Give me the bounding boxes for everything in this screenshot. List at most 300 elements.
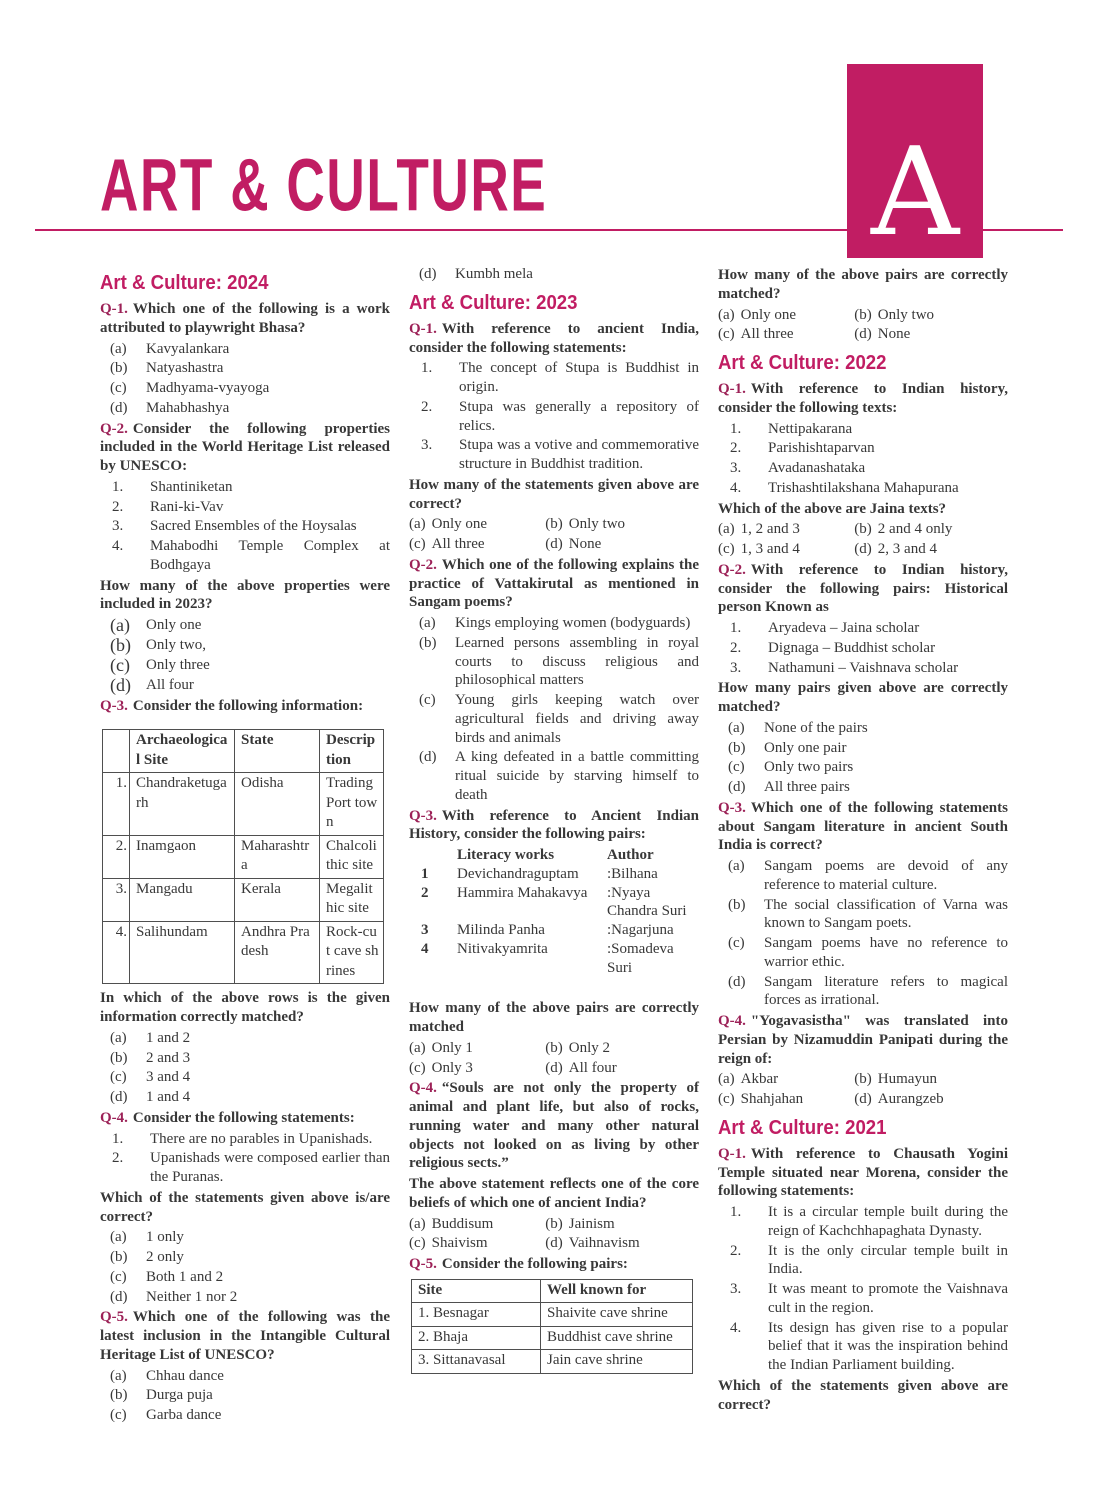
option-row-2col: [718, 520, 1008, 539]
statement-stem: Which of the statements given above are correct?: [718, 1377, 1008, 1413]
pair-right: :Somadeva Suri: [607, 940, 674, 976]
question-label: Q-1.: [718, 1145, 746, 1162]
option-letter: (c): [110, 1069, 127, 1086]
option-letter: (a): [110, 1029, 127, 1046]
pair-row: [421, 940, 699, 978]
option-row: [100, 676, 390, 695]
option-text: All four: [146, 676, 194, 693]
option-cell: [409, 1039, 545, 1058]
option-cell: [854, 1070, 1008, 1089]
table-row: [103, 835, 384, 878]
option-cell: [718, 540, 854, 559]
data-table: [102, 729, 384, 984]
item-text: It was meant to promote the Vaishnava cult in the region.: [768, 1281, 1008, 1316]
option-row: [100, 1228, 390, 1247]
item-number: 2.: [730, 639, 742, 656]
option-letter: (d): [545, 1235, 563, 1252]
option-text: Mahabhashya: [146, 399, 230, 416]
option-letter: (d): [728, 973, 746, 990]
table-cell: Odisha: [235, 773, 320, 836]
item-number: 3.: [730, 1281, 742, 1297]
option-text: 1, 3 and 4: [740, 541, 800, 557]
option-cell: [545, 535, 699, 554]
option-text: Only 2: [568, 1039, 611, 1056]
option-row: [100, 636, 390, 655]
option-letter: (d): [110, 1288, 128, 1305]
question-text: Which one of the following is a work attributed to playwright Bhasa?: [100, 301, 390, 336]
statement-stem: How many of the statements given above are correct?: [409, 476, 699, 512]
option-cell: [409, 515, 545, 534]
numbered-item: [100, 1149, 390, 1187]
table-cell: Chalcolithic site: [320, 835, 384, 878]
year-heading: Art & Culture: 2024: [100, 272, 269, 294]
option-text: Buddisum: [431, 1215, 494, 1232]
column: [100, 264, 390, 1426]
option-row-2col: [718, 306, 1008, 325]
option-text: All three pairs: [764, 779, 850, 795]
option-text: Jainism: [568, 1215, 615, 1232]
option-cell: [854, 520, 1008, 539]
option-text: Only one pair: [764, 739, 847, 756]
item-text: Sacred Ensembles of the Hoysalas: [150, 518, 357, 535]
option-cell: [545, 1059, 699, 1078]
item-text: Trishashtilakshana Mahapurana: [768, 479, 959, 496]
numbered-item: [718, 420, 1008, 439]
option-text: Young girls keeping watch over agricultural fields and driving away birds and animals: [455, 692, 699, 746]
option-letter: (a): [110, 1367, 127, 1384]
table-cell: Trading Port town: [320, 773, 384, 836]
question-label: Q-2.: [100, 420, 128, 437]
option-text: Durga puja: [146, 1387, 213, 1404]
question-label: Q-3.: [409, 807, 437, 824]
option-cell: [854, 325, 1008, 344]
table-header-row: [412, 1279, 693, 1303]
option-text: Neither 1 nor 2: [146, 1288, 238, 1305]
option-row: [718, 758, 1008, 777]
table-cell: 1.: [103, 773, 130, 836]
table-cell: 4.: [103, 921, 130, 984]
column: [718, 264, 1008, 1426]
item-text: Aryadeva – Jaina scholar: [768, 620, 920, 636]
option-letter: (c): [728, 935, 745, 951]
page-title: ART & CULTURE: [100, 143, 548, 227]
option-row-2col: [409, 1059, 699, 1078]
question: [718, 1145, 1008, 1201]
item-text: Rani-ki-Vav: [150, 498, 224, 515]
question-label: Q-1.: [718, 381, 746, 397]
table-row: [412, 1326, 693, 1350]
option-text: 2, 3 and 4: [877, 541, 937, 557]
option-letter: (c): [110, 1268, 127, 1285]
statement-stem: How many pairs given above are correctly matched?: [718, 680, 1008, 715]
option-letter: (d): [854, 1091, 872, 1107]
numbered-item: [718, 1242, 1008, 1280]
option-row-2col: [718, 325, 1008, 344]
option-cell: [545, 1039, 699, 1058]
option-letter: (c): [110, 654, 130, 675]
option-cell: [718, 325, 854, 344]
option-letter: (d): [545, 536, 563, 552]
pair-row: [421, 921, 699, 940]
option-text: Shaivism: [431, 1235, 488, 1252]
option-row: [100, 1386, 390, 1405]
numbered-item: [718, 659, 1008, 678]
numbered-item: [718, 1203, 1008, 1241]
year-heading: Art & Culture: 2022: [718, 352, 887, 374]
item-number: 1.: [112, 478, 124, 495]
column: [409, 264, 699, 1426]
option-cell: [409, 1215, 545, 1234]
table-header-row: [103, 730, 384, 773]
item-number: 1.: [730, 420, 742, 437]
question-label: Q-1.: [409, 320, 437, 337]
option-row: [718, 973, 1008, 1011]
option-row: [100, 1068, 390, 1087]
question: [100, 1109, 390, 1128]
table-cell: 2. Bhaja: [412, 1326, 541, 1350]
question: [409, 807, 699, 845]
option-row: [100, 379, 390, 398]
table-cell: Buddhist cave shrine: [541, 1326, 693, 1350]
pair-row: [421, 884, 699, 922]
question-label: Q-3.: [718, 799, 746, 816]
option-letter: (a): [718, 306, 735, 323]
table-cell: Mangadu: [130, 878, 235, 921]
numbered-item: [718, 639, 1008, 658]
option-letter: (d): [854, 541, 872, 557]
option-row: [100, 1049, 390, 1068]
numbered-item: [409, 436, 699, 474]
option-text: 2 and 4 only: [877, 521, 953, 538]
option-text: 1 only: [146, 1229, 184, 1246]
item-text: Parishishtaparvan: [768, 440, 875, 457]
option-letter: (a): [110, 1229, 127, 1246]
option-row: [100, 1367, 390, 1386]
table-cell: Maharashtra: [235, 835, 320, 878]
option-letter: (d): [419, 749, 437, 766]
spacer: [409, 979, 699, 997]
option-letter: (b): [728, 896, 746, 913]
option-text: Akbar: [740, 1071, 779, 1088]
statement-stem: How many of the above pairs are correctly matched: [409, 1000, 699, 1035]
item-number: 2.: [730, 440, 742, 457]
option-text: Humayun: [877, 1071, 937, 1088]
pairs-header: [421, 846, 699, 865]
option-row: [100, 1288, 390, 1307]
option-text: Only 3: [431, 1059, 473, 1076]
table-cell: Chandraketugarh: [130, 773, 235, 836]
question-label: Q-1.: [100, 301, 128, 317]
option-text: All three: [431, 536, 485, 552]
option-text: 3 and 4: [146, 1069, 191, 1086]
numbered-item: [718, 619, 1008, 638]
pairs-list: [409, 846, 699, 977]
option-row: [718, 934, 1008, 972]
table-cell: Kerala: [235, 878, 320, 921]
option-letter: (d): [728, 779, 746, 795]
item-number: 3.: [730, 460, 742, 476]
option-row: [718, 778, 1008, 797]
question: [100, 697, 390, 716]
option-letter: (c): [718, 326, 735, 343]
option-text: Only three: [146, 656, 210, 673]
pair-right: :Bilhana: [607, 865, 658, 882]
option-text: Learned persons assembling in royal courts to discuss religious and philosophical matters: [455, 634, 699, 689]
question-label: Q-5.: [100, 1309, 128, 1326]
question: [718, 1012, 1008, 1068]
table-cell: 3. Sittanavasal: [412, 1350, 541, 1374]
option-letter: (b): [545, 1215, 563, 1232]
question-text: Consider the following information:: [132, 697, 364, 714]
item-text: Shantiniketan: [150, 478, 233, 495]
item-text: Nettipakarana: [768, 420, 853, 437]
table-row: [103, 773, 384, 836]
option-row: [409, 265, 699, 284]
option-letter: (a): [409, 1215, 426, 1232]
option-text: Aurangzeb: [877, 1091, 944, 1107]
option-row: [100, 656, 390, 675]
option-letter: (a): [110, 340, 127, 357]
option-letter: (a): [728, 858, 745, 874]
question-text: With reference to ancient India, consider the following statements:: [409, 320, 699, 356]
option-row: [718, 857, 1008, 895]
item-number: 4.: [730, 1319, 742, 1336]
pair-row: [421, 865, 699, 884]
option-text: 2 and 3: [146, 1049, 191, 1066]
option-text: Sangam literature refers to magical forces as irrational.: [764, 973, 1008, 1009]
numbered-item: [100, 537, 390, 575]
option-row: [409, 634, 699, 690]
pairs-header-left: Literacy works: [457, 847, 555, 863]
option-text: All three: [740, 326, 794, 343]
table-cell: 3.: [103, 878, 130, 921]
pair-number: 2: [421, 884, 429, 901]
option-letter: (a): [718, 1071, 735, 1088]
option-letter: (c): [110, 1407, 127, 1424]
table-row: [103, 921, 384, 984]
item-text: It is the only circular temple built in India.: [768, 1242, 1008, 1278]
option-text: Only 1: [431, 1039, 473, 1056]
option-cell: [409, 1234, 545, 1253]
table-cell: Rock-cut cave shrines: [320, 921, 384, 984]
question: [100, 300, 390, 338]
table-header-cell: Description: [320, 730, 384, 773]
option-cell: [409, 535, 545, 554]
option-text: All four: [568, 1059, 617, 1076]
option-letter: (c): [419, 692, 436, 708]
table-cell: Megalithic site: [320, 878, 384, 921]
option-row: [718, 719, 1008, 738]
option-row: [718, 896, 1008, 934]
question: [409, 1255, 699, 1274]
option-cell: [854, 540, 1008, 559]
item-number: 3.: [112, 518, 124, 535]
question-text: With reference to Indian history, consider the following texts:: [718, 381, 1008, 416]
question: [100, 1308, 390, 1364]
option-letter: (c): [409, 1235, 426, 1252]
option-text: Only two: [568, 516, 626, 533]
option-row: [100, 1248, 390, 1267]
question-text: Consider the following pairs:: [441, 1256, 628, 1272]
option-letter: (d): [110, 1089, 128, 1106]
option-cell: [545, 515, 699, 534]
table-header-cell: Well known for: [541, 1279, 693, 1303]
option-text: Only two: [877, 306, 935, 323]
pair-number: 1: [421, 865, 429, 882]
question-text: Which one of the following was the latest inclusion in the Intangible Cultural Heritage List of UNESCO?: [100, 1309, 390, 1363]
question-text: With reference to Chausath Yogini Temple situated near Morena, consider the following statements:: [718, 1145, 1008, 1200]
option-row: [100, 399, 390, 418]
table-cell: 1. Besnagar: [412, 1303, 541, 1327]
question: [409, 1079, 699, 1173]
option-cell: [718, 520, 854, 539]
item-number: 3.: [730, 659, 742, 676]
option-cell: [718, 1070, 854, 1089]
option-text: Only two pairs: [764, 759, 854, 776]
option-text: Only one: [146, 617, 202, 633]
numbered-item: [100, 517, 390, 536]
item-text: Stupa was generally a repository of relics.: [459, 398, 699, 434]
pairs-header-spacer: [421, 846, 457, 865]
question-label: Q-2.: [718, 561, 746, 578]
option-cell: [545, 1234, 699, 1253]
option-letter: (d): [854, 326, 872, 343]
item-number: 3.: [421, 437, 433, 454]
question-label: Q-2.: [409, 556, 437, 573]
item-text: Its design has given rise to a popular belief that it was the inspiration behind the Indian Parliament building.: [768, 1319, 1008, 1373]
option-row-2col: [409, 1234, 699, 1253]
item-number: 1.: [421, 360, 433, 377]
option-letter: (c): [409, 1059, 426, 1076]
item-text: There are no parables in Upanishads.: [150, 1130, 373, 1147]
question-label: Q-3.: [100, 697, 128, 714]
option-text: Shahjahan: [740, 1091, 804, 1107]
table-row: [412, 1303, 693, 1327]
option-letter: (b): [854, 521, 872, 538]
question-text: "Yogavasistha" was translated into Persian by Nizamuddin Panipati during the reign of:: [718, 1013, 1008, 1067]
question-text: Which one of the following statements about Sangam literature in ancient South India is correct?: [718, 799, 1008, 854]
option-text: Madhyama-vyayoga: [146, 380, 270, 396]
option-text: Only one: [431, 516, 488, 533]
option-letter: (d): [110, 399, 128, 416]
option-letter: (b): [854, 306, 872, 323]
numbered-item: [100, 498, 390, 517]
table-row: [103, 878, 384, 921]
option-text: A king defeated in a battle committing ritual suicide by starving himself to death: [455, 749, 699, 803]
pair-left: Devichandraguptam: [457, 865, 579, 882]
option-text: Only one: [740, 306, 797, 323]
option-letter: (a): [409, 516, 426, 533]
table-cell: Salihundam: [130, 921, 235, 984]
option-letter: (d): [545, 1059, 563, 1076]
option-cell: [718, 306, 854, 325]
option-text: Both 1 and 2: [146, 1268, 224, 1285]
option-text: Only two,: [146, 636, 206, 653]
option-text: None of the pairs: [764, 719, 868, 736]
question-label: Q-4.: [718, 1013, 746, 1029]
data-table: [411, 1279, 693, 1374]
option-cell: [854, 306, 1008, 325]
question: [100, 420, 390, 476]
option-text: Kings employing women (bodyguards): [455, 615, 691, 631]
option-row-2col: [409, 1215, 699, 1234]
item-number: 4.: [730, 479, 742, 496]
numbered-item: [718, 479, 1008, 498]
item-text: The concept of Stupa is Buddhist in origin.: [459, 360, 699, 395]
option-row: [409, 748, 699, 804]
option-row-2col: [409, 1039, 699, 1058]
option-letter: (b): [110, 360, 128, 377]
question: [718, 561, 1008, 617]
item-text: Avadanashataka: [768, 460, 866, 476]
option-letter: (c): [409, 536, 426, 552]
item-number: 2.: [112, 498, 124, 515]
option-letter: (c): [718, 541, 735, 557]
option-text: Natyashastra: [146, 360, 224, 377]
numbered-item: [100, 478, 390, 497]
item-text: Stupa was a votive and commemorative structure in Buddhist tradition.: [459, 437, 699, 472]
pair-number: 3: [421, 922, 429, 938]
pairs-header-right: Author: [607, 847, 654, 863]
option-text: 1, 2 and 3: [740, 521, 800, 538]
option-row: [100, 340, 390, 359]
numbered-item: [409, 398, 699, 436]
option-letter: (a): [110, 615, 130, 635]
option-text: Sangam poems are devoid of any reference to material culture.: [764, 858, 1008, 893]
option-cell: [718, 1090, 854, 1109]
pair-number: 4: [421, 940, 429, 957]
option-letter: (a): [409, 1039, 426, 1056]
item-number: 1.: [730, 1204, 742, 1220]
statement-stem: In which of the above rows is the given information correctly matched?: [100, 990, 390, 1026]
option-text: 2 only: [146, 1249, 184, 1266]
numbered-item: [718, 1319, 1008, 1375]
option-row: [100, 1406, 390, 1425]
item-number: 1.: [112, 1130, 124, 1147]
option-row: [718, 739, 1008, 758]
option-text: Kumbh mela: [455, 266, 533, 282]
item-text: It is a circular temple built during the reign of Kachchhapaghata Dynasty.: [768, 1204, 1008, 1239]
pair-left: Hammira Mahakavya: [457, 884, 588, 901]
question-label: Q-4.: [100, 1109, 128, 1126]
option-letter: (a): [718, 521, 735, 538]
table-header-cell: Archaeological Site: [130, 730, 235, 773]
table-header-cell: [103, 730, 130, 773]
option-text: Garba dance: [146, 1407, 222, 1424]
option-row: [409, 691, 699, 747]
option-letter: (a): [728, 719, 745, 736]
item-number: 2.: [112, 1150, 124, 1167]
statement-stem: How many of the above properties were included in 2023?: [100, 577, 390, 613]
item-number: 2.: [421, 398, 433, 415]
numbered-item: [718, 459, 1008, 478]
option-letter: (a): [419, 615, 436, 631]
table-row: [412, 1350, 693, 1374]
numbered-item: [718, 439, 1008, 458]
question-label: Q-5.: [409, 1256, 437, 1272]
pair-left: Milinda Panha: [457, 922, 545, 938]
question: [718, 799, 1008, 855]
table-cell: Inamgaon: [130, 835, 235, 878]
option-row-2col: [718, 1070, 1008, 1089]
option-row: [100, 1088, 390, 1107]
numbered-item: [409, 359, 699, 397]
option-row-2col: [718, 1090, 1008, 1109]
table-cell: Andhra Pradesh: [235, 921, 320, 984]
item-text: Upanishads were composed earlier than the Puranas.: [150, 1150, 390, 1186]
option-cell: [854, 1090, 1008, 1109]
pair-right: :Nagarjuna: [607, 922, 674, 938]
